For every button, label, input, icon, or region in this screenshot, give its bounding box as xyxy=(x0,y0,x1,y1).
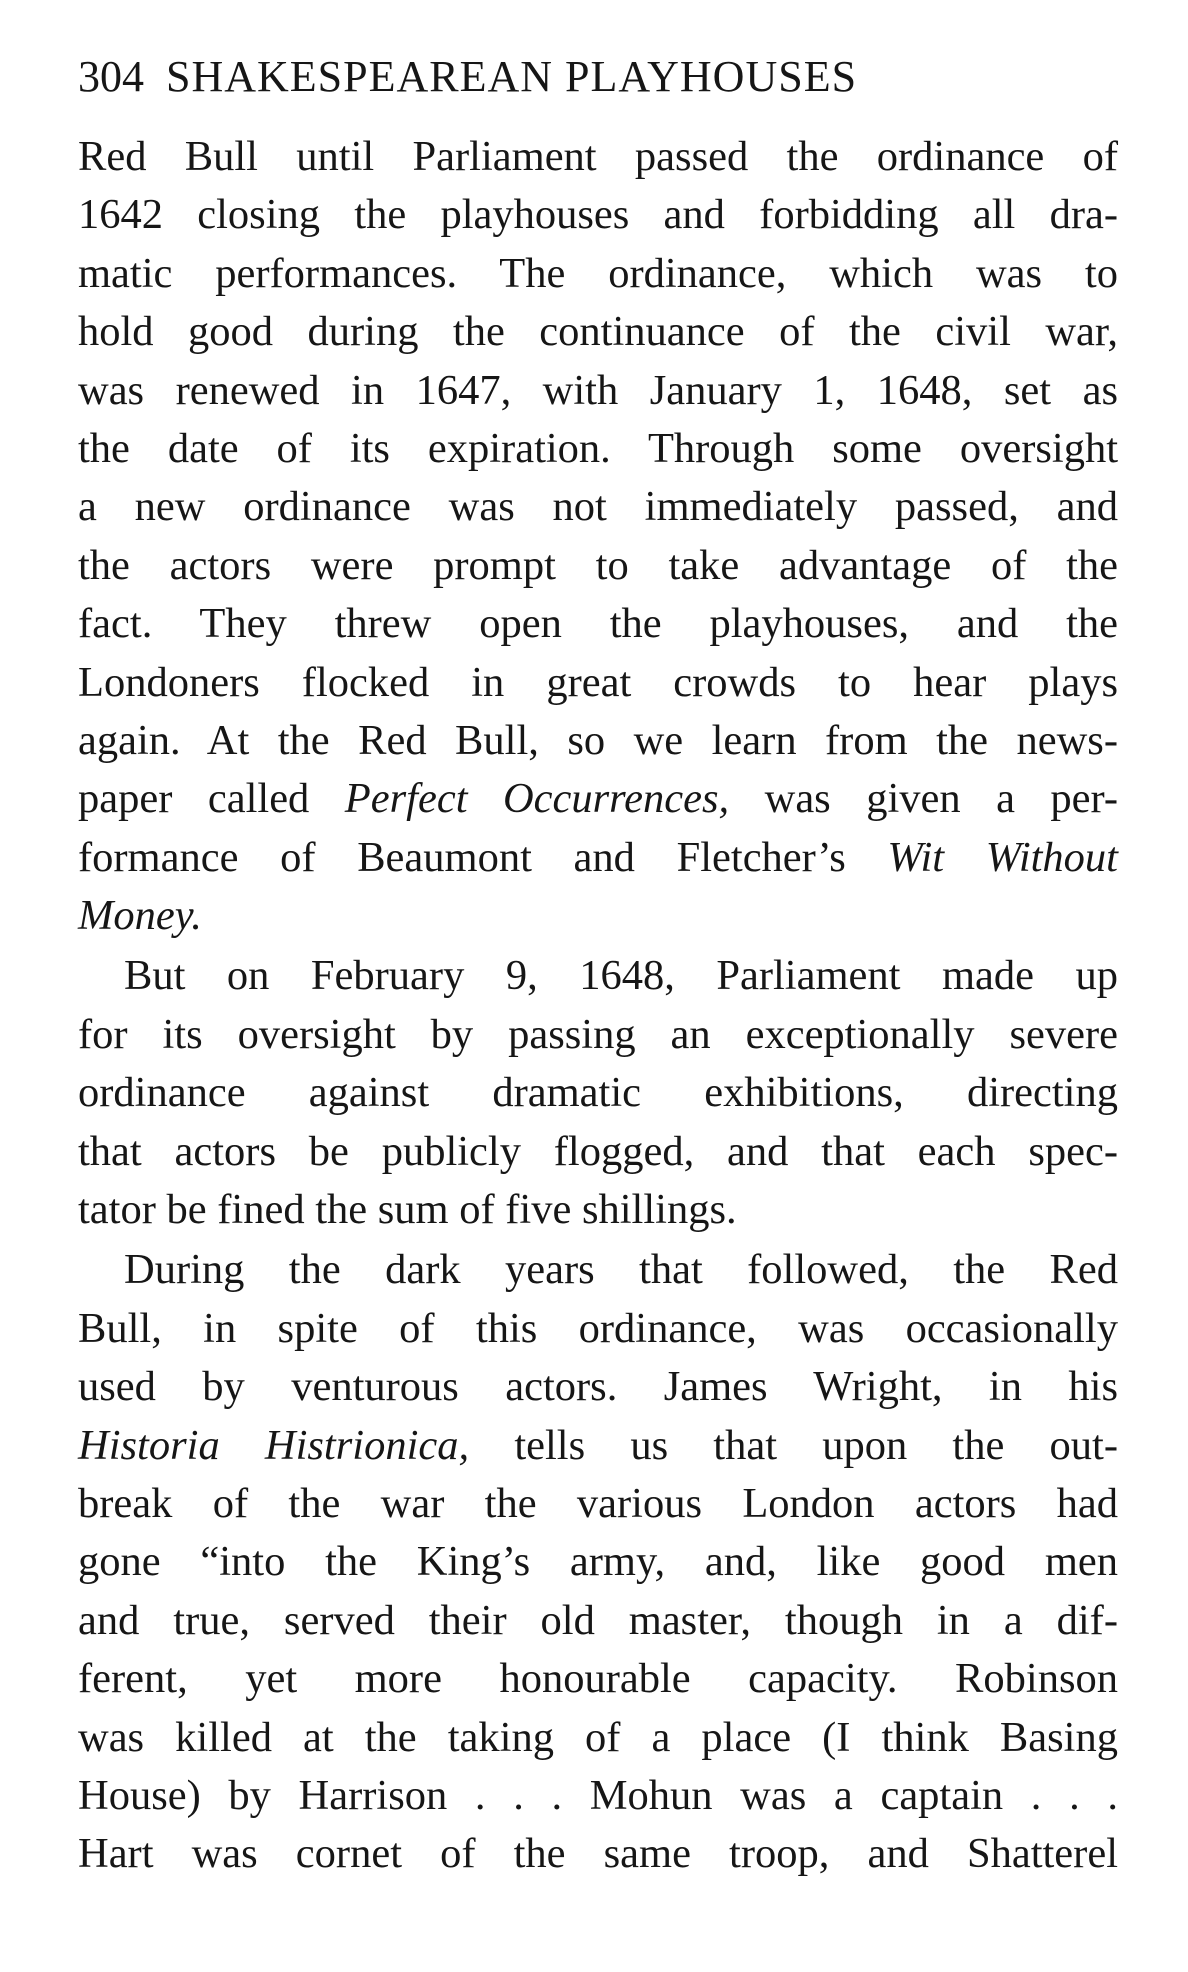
text-line: matic performances. The ordinance, which was to xyxy=(78,249,1118,297)
text-line: hold good during the continuance of the civil war, xyxy=(78,308,1118,356)
book-page xyxy=(78,48,1118,1884)
text-line: the actors were prompt to take advantage of the xyxy=(78,541,1118,589)
book-title: Historia Histrionica, xyxy=(78,1421,470,1469)
text-line: Hart was cornet of the same troop, and Shatterel xyxy=(78,1830,1118,1878)
text-line: But on February 9, 1648, Parliament made up xyxy=(124,952,1118,1000)
running-head xyxy=(78,48,1118,128)
paragraph-3 xyxy=(78,1241,1118,1883)
text-line: a new ordinance was not immediately passed, and xyxy=(78,483,1118,531)
text-line: paper called Perfect Occurrences, was given a per- xyxy=(78,775,1118,823)
text-line xyxy=(78,887,1118,945)
text-line: House) by Harrison . . . Mohun was a captain . . . xyxy=(78,1771,1118,1819)
periodical-title: Perfect Occurrences, xyxy=(344,775,730,823)
play-title-end: Money. xyxy=(78,892,202,940)
text-line: and true, served their old master, though in a dif- xyxy=(78,1596,1118,1644)
text-line: ordinance against dramatic exhibitions, directing xyxy=(78,1069,1118,1117)
text-line: During the dark years that followed, the Red xyxy=(124,1246,1118,1294)
paragraph-2 xyxy=(78,947,1118,1239)
text-line: Bull, in spite of this ordinance, was occasionally xyxy=(78,1304,1118,1352)
text-line: tator be fined the sum of five shillings. xyxy=(78,1186,737,1234)
text-line: Londoners flocked in great crowds to hear plays xyxy=(78,658,1118,706)
text-line: the date of its expiration. Through some oversight xyxy=(78,424,1118,472)
text-line: 1642 closing the playhouses and forbidding all dra- xyxy=(78,191,1118,239)
text-line: for its oversight by passing an exceptionally severe xyxy=(78,1010,1118,1058)
page-number: 304 xyxy=(78,52,144,101)
text-line: Historia Histrionica, tells us that upon the out- xyxy=(78,1421,1118,1469)
text-line: Red Bull until Parliament passed the ordinance of xyxy=(78,133,1118,180)
text-line: gone “into the King’s army, and, like good men xyxy=(78,1538,1118,1586)
running-title: SHAKESPEAREAN PLAYHOUSES xyxy=(166,52,858,101)
text-line: was renewed in 1647, with January 1, 1648, set as xyxy=(78,366,1118,414)
text-line: fact. They threw open the playhouses, and the xyxy=(78,600,1118,648)
text-line: again. At the Red Bull, so we learn from the news- xyxy=(78,716,1118,764)
text-line: break of the war the various London actors had xyxy=(78,1479,1118,1527)
text-line: that actors be publicly flogged, and that each spec- xyxy=(78,1127,1118,1175)
text-line: was killed at the taking of a place (I think Basing xyxy=(78,1713,1118,1761)
paragraph-1 xyxy=(78,128,1118,945)
text-line: used by venturous actors. James Wright, in his xyxy=(78,1363,1118,1411)
text-line: ferent, yet more honourable capacity. Robinson xyxy=(78,1655,1118,1703)
text-line: formance of Beaumont and Fletcher’s Wit Without xyxy=(78,833,1118,881)
play-title: Wit Without xyxy=(887,833,1118,881)
